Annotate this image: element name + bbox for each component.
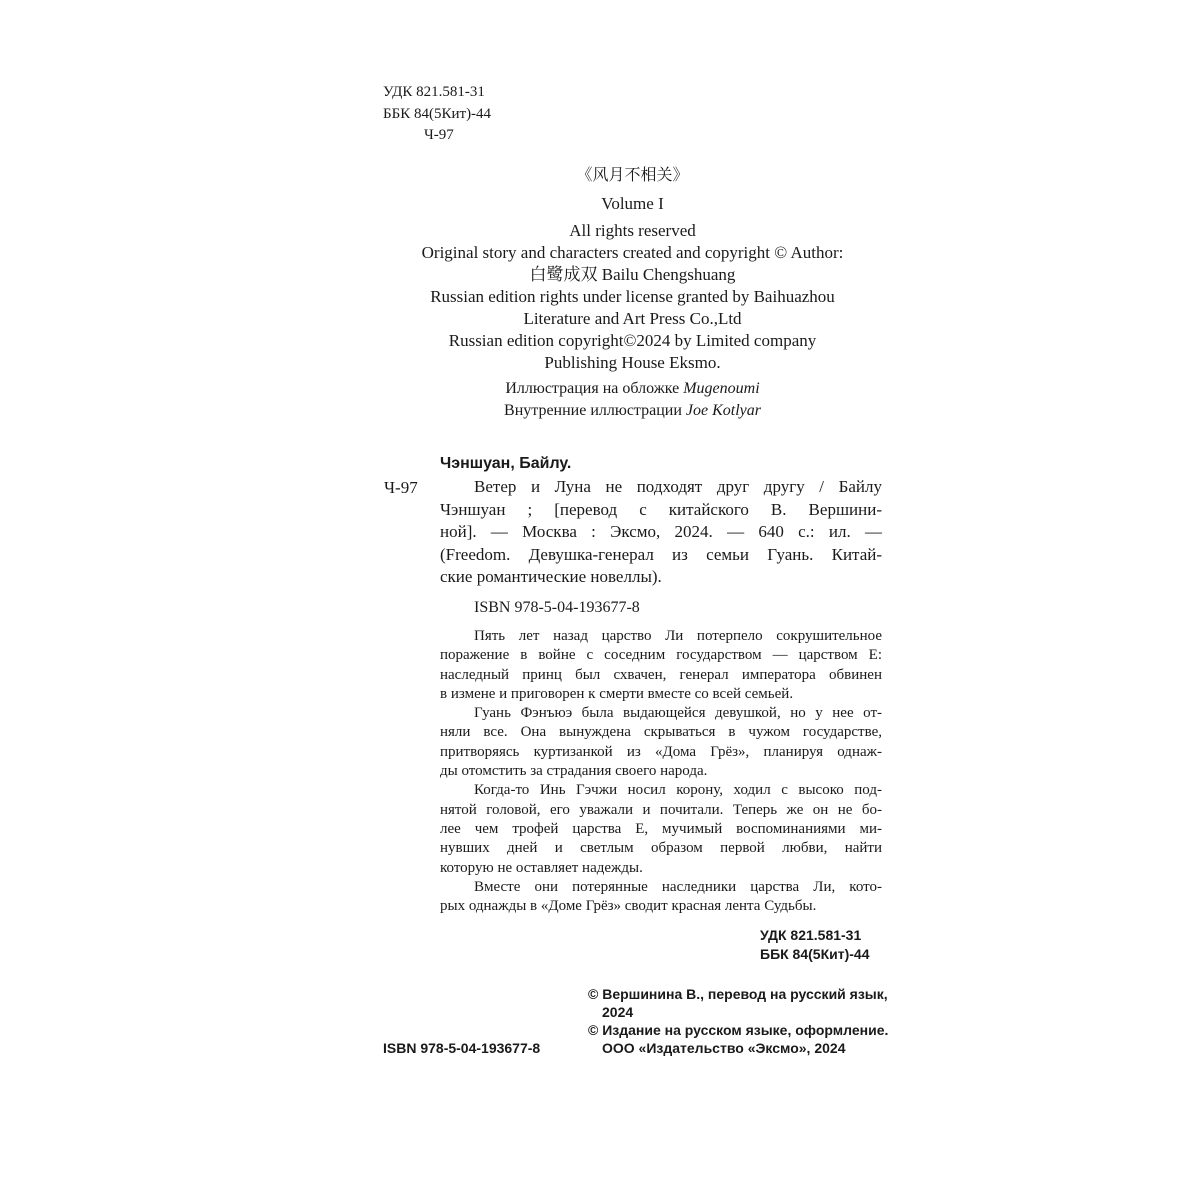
udk-code: УДК 821.581-31 — [383, 84, 485, 100]
annotation-line: Вместе они потерянные наследники царства Ли, кото- — [474, 878, 882, 895]
rights-line: Russian edition copyright©2024 by Limited company — [448, 331, 817, 350]
biblio-author: Чэншуан, Байлу. — [440, 455, 572, 472]
annotation-line: ды отомстить за страдания своего народа. — [440, 763, 708, 780]
annotation — [440, 627, 882, 916]
annotation-line: нятой головой, его уважали и почитали. Теперь же он не бо- — [440, 801, 882, 818]
rights-block — [380, 220, 885, 374]
biblio-line: ной]. — Москва : Эксмо, 2024. — 640 с.: ил. — — [440, 522, 882, 541]
biblio-line: Ветер и Луна не подходят друг другу / Байлу — [474, 477, 882, 496]
original-title-block — [380, 164, 885, 186]
volume-label: Volume I — [601, 194, 664, 213]
rights-line: Publishing House Eksmo. — [544, 353, 721, 372]
inner-illustration-credit: Внутренние иллюстрации Joe Kotlyar — [504, 402, 761, 419]
annotation-line: няли все. Она вынуждена скрываться в чужом государстве, — [440, 724, 882, 741]
annotation-line: которую не оставляет надежды. — [440, 859, 643, 876]
footer-udk: УДК 821.581-31 — [760, 927, 862, 943]
copyright-translation: © Вершинина В., перевод на русский язык, — [588, 986, 888, 1002]
volume-block — [380, 193, 885, 215]
cover-illustration-credit: Иллюстрация на обложке Mugenoumi — [505, 380, 760, 397]
rights-line: Original story and characters created and copyright © Author: — [421, 243, 844, 262]
footer-isbn: ISBN 978-5-04-193677-8 — [383, 1040, 541, 1056]
footer-bbk: ББК 84(5Кит)-44 — [760, 946, 870, 962]
annotation-line: нувших дней и светлым образом первой любви, найти — [440, 840, 882, 857]
original-title-cn: 《风月不相关》 — [576, 165, 689, 184]
copyright-translation-year: 2024 — [602, 1004, 634, 1020]
copyright-edition: © Издание на русском языке, оформление. — [588, 1022, 889, 1038]
annotation-line: наследный принц был схвачен, генерал императора обвинен — [440, 666, 882, 683]
annotation-line: поражение в войне с соседним государством — царством Е: — [440, 647, 882, 664]
biblio-line: Чэншуан ; [перевод с китайского В. Вершини- — [440, 499, 882, 519]
author-mark: Ч-97 — [424, 127, 454, 143]
annotation-line: лее чем трофей царства Е, мучимый воспоминаниями ми- — [440, 820, 882, 837]
annotation-line: притворяясь куртизанкой из «Дома Грёз», планируя однаж- — [440, 743, 882, 760]
annotation-line: в измене и приговорен к смерти вместе со всей семьей. — [440, 685, 794, 702]
annotation-line: рых однажды в «Доме Грёз» сводит красная лента Судьбы. — [440, 898, 817, 915]
annotation-line: Пять лет назад царство Ли потерпело сокрушительное — [474, 628, 882, 644]
copyright-publisher: ООО «Издательство «Эксмо», 2024 — [602, 1040, 846, 1056]
rights-line: Russian edition rights under license granted by Baihuazhou — [430, 287, 835, 306]
annotation-line: Гуань Фэнъюэ была выдающейся девушкой, но у нее от- — [474, 705, 882, 722]
bbk-code: ББК 84(5Кит)-44 — [383, 106, 492, 122]
rights-line: All rights reserved — [569, 221, 696, 240]
biblio-description — [440, 476, 882, 589]
annotation-line: Когда-то Инь Гэчжи носил корону, ходил с высоко под- — [474, 782, 882, 799]
biblio-line: ские романтические новеллы). — [440, 567, 662, 586]
rights-line: 白鹭成双 Bailu Chengshuang — [529, 265, 736, 284]
rights-line: Literature and Art Press Co.,Ltd — [523, 309, 742, 328]
biblio-author-mark: Ч-97 — [384, 478, 418, 497]
biblio-line: (Freedom. Девушка-генерал из семьи Гуань. Китай- — [440, 544, 882, 564]
biblio-isbn: ISBN 978-5-04-193677-8 — [474, 599, 640, 616]
illustrations-block — [380, 378, 885, 422]
